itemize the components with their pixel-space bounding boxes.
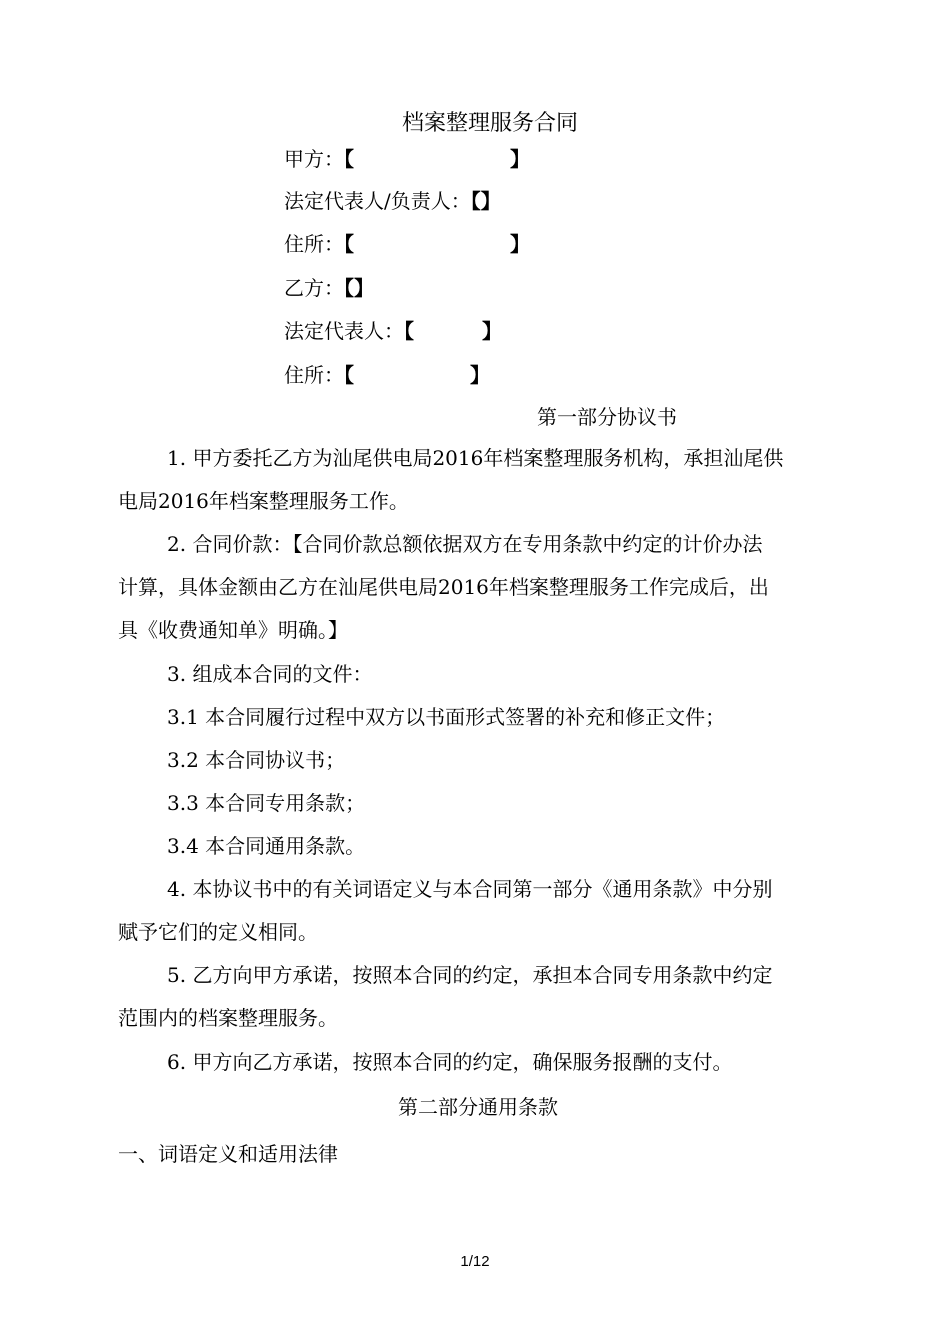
legal-rep-a-line: [284, 187, 501, 215]
party-a-close-bracket: 】: [510, 147, 530, 171]
part-two-heading: 第二部分通用条款: [398, 1095, 558, 1119]
address-b-open-bracket: 【: [344, 363, 354, 387]
section-1-heading: 一、词语定义和适用法律: [118, 1142, 338, 1166]
clause-5-line-2: 范围内的档案整理服务。: [118, 1006, 338, 1030]
address-b-line: [284, 361, 490, 389]
document-title: 档案整理服务合同: [401, 111, 578, 136]
clause-2-line-3: 具《收费通知单》明确。】: [118, 618, 348, 642]
legal-rep-b-close-bracket: 】: [482, 319, 502, 343]
party-b-brackets: 【】: [344, 276, 374, 300]
clause-4-line-2: 赋予它们的定义相同。: [118, 920, 318, 944]
party-a-label: 甲方：: [284, 147, 344, 171]
clause-3-3: 3.3 本合同专用条款；: [167, 791, 366, 815]
party-a-open-bracket: 【: [344, 147, 354, 171]
clause-5-line-1: 5. 乙方向甲方承诺，按照本合同的约定，承担本合同专用条款中约定: [167, 963, 773, 987]
legal-rep-b-open-bracket: 【: [404, 319, 414, 343]
address-a-close-bracket: 】: [510, 232, 530, 256]
clause-1-line-2: 电局2016年档案整理服务工作。: [118, 489, 409, 513]
address-a-line: [284, 230, 530, 258]
part-one-heading: 第一部分协议书: [537, 405, 677, 429]
legal-rep-a-brackets: 【】: [470, 189, 501, 213]
party-b-label: 乙方：: [284, 276, 344, 300]
address-b-label: 住所：: [284, 363, 344, 387]
party-a-line: [284, 145, 530, 173]
clause-2-line-2: 计算，具体金额由乙方在汕尾供电局2016年档案整理服务工作完成后，出: [118, 575, 769, 599]
address-b-close-bracket: 】: [470, 363, 490, 387]
clause-3-4: 3.4 本合同通用条款。: [167, 834, 366, 858]
clause-3-1: 3.1 本合同履行过程中双方以书面形式签署的补充和修正文件；: [167, 705, 726, 729]
legal-rep-b-label: 法定代表人：: [284, 319, 404, 343]
legal-rep-a-label: 法定代表人/负责人：: [284, 189, 471, 213]
clause-1-line-1: 1. 甲方委托乙方为汕尾供电局2016年档案整理服务机构，承担汕尾供: [167, 446, 784, 470]
address-a-open-bracket: 【: [344, 232, 354, 256]
clause-6: 6. 甲方向乙方承诺，按照本合同的约定，确保服务报酬的支付。: [167, 1050, 733, 1074]
address-a-label: 住所：: [284, 232, 344, 256]
clause-3-2: 3.2 本合同协议书；: [167, 748, 346, 772]
party-b-line: [284, 274, 374, 302]
clause-4-line-1: 4. 本协议书中的有关词语定义与本合同第一部分《通用条款》中分别: [167, 877, 773, 901]
page-number: 1/12: [460, 1253, 490, 1270]
clause-2-line-1: 2. 合同价款：【合同价款总额依据双方在专用条款中约定的计价办法: [167, 532, 763, 556]
clause-3: 3. 组成本合同的文件：: [167, 662, 373, 686]
legal-rep-b-line: [284, 317, 502, 345]
